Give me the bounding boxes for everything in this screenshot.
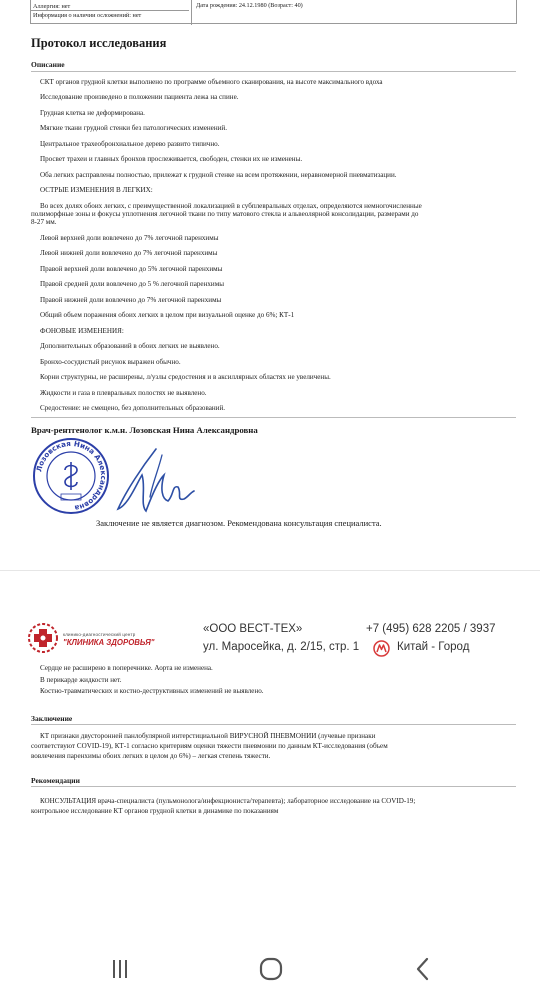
text-line: СКТ органов грудной клетки выполнено по программе объемного сканирования, на высоте максимального вдоха — [40, 78, 383, 86]
metro-icon — [373, 640, 390, 657]
recommendations-heading: Рекомендации — [31, 776, 80, 785]
text-line: КОНСУЛЬТАЦИЯ врача-специалиста (пульмонолога/инфекциониста/терапевта); лабораторное исследование на COVID-19; — [40, 797, 416, 805]
text-line: вовлечения паренхимы обоих легких в целом до 6%) – легкая степень тяжести. — [31, 752, 271, 760]
recent-apps-button[interactable] — [105, 956, 135, 982]
patient-info-table — [30, 0, 517, 24]
text-line: Правой верхней доли вовлечено до 5% легочной паренхимы — [40, 264, 223, 273]
text-line: Во всех долях обоих легких, с преимущественной локализацией в субплевральных отделах, определяются немногочисленные — [40, 201, 422, 210]
doctor-stamp — [31, 436, 111, 516]
company-name: «ООО ВЕСТ-ТЕХ» — [203, 623, 303, 635]
conclusion-body — [31, 731, 512, 761]
text-line: В перикарде жидкости нет. — [40, 675, 122, 684]
text-line: Левой нижней доли вовлечено до 7% легочной паренхимы — [40, 249, 218, 258]
metro-station: Китай - Город — [397, 641, 470, 653]
table-divider — [31, 10, 189, 11]
text-line: Жидкости и газа в плевральных полостях не выявлено. — [40, 388, 207, 397]
text-line: Просвет трахеи и главных бронхов прослеживается, свободен, стенки их не изменены. — [40, 155, 303, 164]
text-line: Исследование произведено в положении пациента лежа на спине. — [40, 93, 239, 102]
doctor-signature — [112, 445, 197, 517]
company-phone: +7 (495) 628 2205 / 3937 — [366, 623, 496, 635]
page2-findings — [40, 663, 512, 698]
text-line: полиморфные зоны и фокусы уплотнения легочной ткани по типу матового стекла и альвеолярной консолидации, размерами до — [31, 210, 419, 219]
text-line: ОСТРЫЕ ИЗМЕНЕНИЯ В ЛЕГКИХ: — [40, 186, 153, 195]
allergy-field: Аллергия: нет — [33, 3, 71, 10]
text-line: Дополнительных образований в обоих легких не выявлено. — [40, 342, 220, 351]
clinic-name: "КЛИНИКА ЗДОРОВЬЯ" — [63, 638, 155, 647]
text-line: Правой средней доли вовлечено до 5 % легочной паренхимы — [40, 280, 224, 289]
text-line: Общий объем поражения обоих легких в целом при визуальной оценке до 6%; КТ-1 — [40, 311, 295, 320]
text-line: соответствуют COVID-19), КТ-1 согласно критериям оценки тяжести пневмонии по данным КТ-исследования (объем — [31, 742, 388, 750]
text-line: Левой верхней доли вовлечено до 7% легочной паренхимы — [40, 233, 219, 242]
page-break — [0, 570, 540, 571]
recent-apps-icon — [105, 956, 135, 982]
text-line: контрольное исследование КТ органов грудной клетки в динамике по показаниям — [31, 807, 279, 815]
android-navbar — [0, 940, 540, 997]
stamp-text: Лозовская Нина Александровна — [34, 438, 109, 513]
disclaimer: Заключение не является диагнозом. Рекомендована консультация специалиста. — [96, 518, 382, 528]
text-line: Корни структурны, не расширены, л/узлы средостения и в аксиллярных областях не увеличены. — [40, 373, 331, 382]
conclusion-heading: Заключение — [31, 714, 73, 723]
clinic-subtitle: клинико-диагностический центр — [63, 632, 136, 637]
protocol-title: Протокол исследования — [31, 36, 167, 50]
signature-divider — [31, 417, 516, 418]
text-line: Костно-травматических и костно-деструктивных изменений не выявлено. — [40, 687, 264, 695]
recommendations-body — [31, 796, 512, 816]
company-address: ул. Маросейка, д. 2/15, стр. 1 — [203, 641, 360, 653]
clinic-logo — [27, 622, 182, 660]
text-line: Средостение: не смещено, без дополнительных образований. — [40, 404, 226, 413]
text-line: ФОНОВЫЕ ИЗМЕНЕНИЯ: — [40, 326, 124, 335]
home-button[interactable] — [256, 956, 286, 982]
conclusion-divider — [31, 724, 516, 725]
description-heading: Описание — [31, 60, 65, 69]
recommendations-divider — [31, 786, 516, 787]
text-line: Грудная клетка не деформирована. — [40, 108, 145, 117]
complications-field: Информация о наличии осложнений: нет — [33, 12, 142, 19]
doctor-name: Врач-рентгенолог к.м.н. Лозовская Нина Александровна — [31, 425, 258, 435]
text-line: Бронхо-сосудистый рисунок выражен обычно. — [40, 357, 181, 366]
text-line: Оба легких расправлены полностью, прилежат к грудной стенке на всем протяжении, неравномерной пневматизации. — [40, 170, 397, 179]
description-body — [31, 78, 512, 420]
text-line: Центральное трахеобронхиальное дерево развито типично. — [40, 139, 220, 148]
text-line: Сердце не расширено в поперечнике. Аорта не изменена. — [40, 664, 213, 672]
clinic-cross-icon — [27, 622, 59, 656]
text-line: Мягкие ткани грудной стенки без патологических изменений. — [40, 124, 227, 133]
patient-info-left — [33, 2, 188, 20]
back-button[interactable] — [408, 956, 438, 982]
birthdate-field: Дата рождения: 24.12.1980 (Возраст: 40) — [191, 0, 303, 25]
description-divider — [31, 71, 516, 72]
text-line: Правой нижней доли вовлечено до 7% легочной паренхимы — [40, 295, 222, 304]
text-line: КТ признаки двусторонней панлобулярной интерстициальной ВИРУСНОЙ ПНЕВМОНИИ (лучевые признаки — [40, 732, 376, 740]
back-icon — [408, 956, 438, 982]
home-icon — [256, 956, 286, 982]
text-line: 8-27 мм. — [31, 218, 57, 227]
